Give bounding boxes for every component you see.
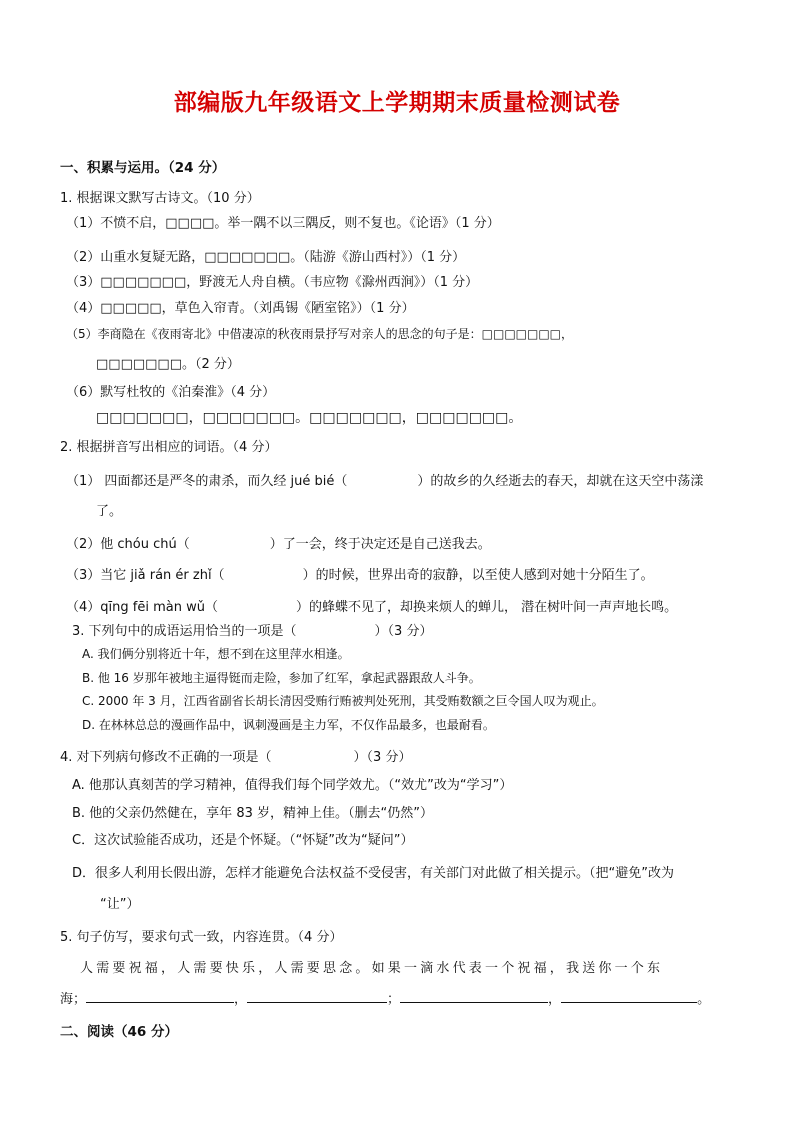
- section-1-heading: 一、积累与运用。（24 分）: [60, 160, 226, 176]
- q2-item-4-before: （4）qīng fēi màn wǔ（: [66, 600, 218, 615]
- q5-stem: 5. 句子仿写，要求句式一致，内容连贯。（4 分）: [60, 930, 343, 945]
- q5-blank-2[interactable]: [247, 990, 387, 1003]
- q2-item-2-after: ）了一会，终于决定还是自己送我去。: [269, 537, 491, 552]
- q4-option-a: A. 他那认真刻苦的学习精神，值得我们每个同学效尤。（“效尤”改为“学习”）: [72, 778, 513, 793]
- q2-item-1-before: （1） 四面都还是严冬的肃杀，而久经 jué bié（: [66, 474, 348, 489]
- q4-option-c: C．这次试验能否成功，还是个怀疑。（“怀疑”改为“疑问”）: [72, 833, 414, 848]
- q1-item-2: （2）山重水复疑无路，□□□□□□□。（陆游《游山西村》）（1 分）: [66, 250, 466, 265]
- q1-item-4: （4）□□□□□，草色入帘青。（刘禹锡《陋室铭》）（1 分）: [66, 301, 415, 316]
- section-2-heading: 二、阅读（46 分）: [60, 1024, 178, 1040]
- q2-item-3: [66, 564, 654, 583]
- q5-answer-line: [60, 988, 710, 1007]
- q3-option-b: B. 他 16 岁那年被地主逼得铤而走险，参加了红军，拿起武器跟敌人斗争。: [82, 671, 481, 685]
- q2-item-2: [66, 533, 491, 552]
- q5-sep-1: ，: [234, 992, 248, 1007]
- q1-item-3: （3）□□□□□□□，野渡无人舟自横。（韦应物《滁州西涧》）（1 分）: [66, 275, 479, 290]
- q3-option-a: A. 我们俩分别将近十年，想不到在这里萍水相逢。: [82, 647, 350, 661]
- q1-item-6-answer-boxes: □□□□□□□，□□□□□□□。□□□□□□□，□□□□□□□。: [96, 410, 523, 426]
- q4-stem-after: ）（3 分）: [353, 750, 412, 765]
- q4-stem: [60, 746, 411, 765]
- q1-item-6: （6）默写杜牧的《泊秦淮》（4 分）: [66, 385, 276, 400]
- q2-item-4: [66, 596, 677, 615]
- q3-option-d: D. 在林林总总的漫画作品中，讽刺漫画是主力军，不仅作品最多，也最耐看。: [82, 718, 495, 732]
- q2-item-3-before: （3）当它 jiǎ rán ér zhǐ（: [66, 568, 225, 583]
- q2-item-4-after: ）的蜂蝶不见了，却换来烦人的蝉儿， 潜在树叶间一声声地长鸣。: [295, 600, 678, 615]
- q5-blank-4[interactable]: [561, 990, 697, 1003]
- q2-stem: 2. 根据拼音写出相应的词语。（4 分）: [60, 440, 278, 455]
- q5-blank-1[interactable]: [86, 990, 234, 1003]
- q4-stem-before: 4. 对下列病句修改不正确的一项是（: [60, 750, 272, 765]
- q4-option-d-cont: “让”）: [100, 897, 140, 912]
- q5-blank-3[interactable]: [400, 990, 548, 1003]
- q3-stem: [72, 620, 432, 639]
- q1-stem: 1. 根据课文默写古诗文。（10 分）: [60, 191, 260, 206]
- q1-item-5-cont: □□□□□□□。（2 分）: [96, 357, 240, 372]
- exam-title: 部编版九年级语文上学期期末质量检测试卷: [173, 90, 621, 116]
- q4-option-b: B. 他的父亲仍然健在，享年 83 岁，精神上佳。（删去“仍然”）: [72, 806, 433, 821]
- q2-item-3-after: ）的时候，世界出奇的寂静，以至使人感到对她十分陌生了。: [302, 568, 654, 583]
- q5-sep-2: ；: [387, 992, 401, 1007]
- q3-stem-after: ）（3 分）: [374, 624, 433, 639]
- q1-item-1: （1）不愤不启，□□□□。举一隅不以三隅反，则不复也。《论语》（1 分）: [66, 216, 500, 231]
- q5-line-start: 海；: [60, 992, 87, 1007]
- q2-item-2-before: （2）他 chóu chú（: [66, 537, 190, 552]
- q1-item-5: （5）李商隐在《夜雨寄北》中借凄凉的秋夜雨景抒写对亲人的思念的句子是：□□□□□□□，: [66, 327, 574, 341]
- q3-option-c: C. 2000 年 3 月，江西省副省长胡长清因受贿行贿被判处死刑，其受贿数额之巨令国人叹为观止。: [82, 694, 604, 708]
- q2-item-1-cont: 了。: [96, 504, 123, 519]
- q4-option-d: D．很多人利用长假出游，怎样才能避免合法权益不受侵害，有关部门对此做了相关提示。（把“避免”改为: [72, 866, 674, 881]
- q5-sep-3: ，: [548, 992, 562, 1007]
- q5-end: 。: [697, 992, 711, 1007]
- q3-stem-before: 3. 下列句中的成语运用恰当的一项是（: [72, 624, 297, 639]
- q2-item-1-after: ）的故乡的久经逝去的春天，却就在这天空中荡漾: [417, 474, 704, 489]
- q2-item-1: [66, 470, 703, 489]
- q5-prompt-line: 人需要祝福，人需要快乐，人需要思念。如果一滴水代表一个祝福，我送你一个东: [80, 961, 664, 976]
